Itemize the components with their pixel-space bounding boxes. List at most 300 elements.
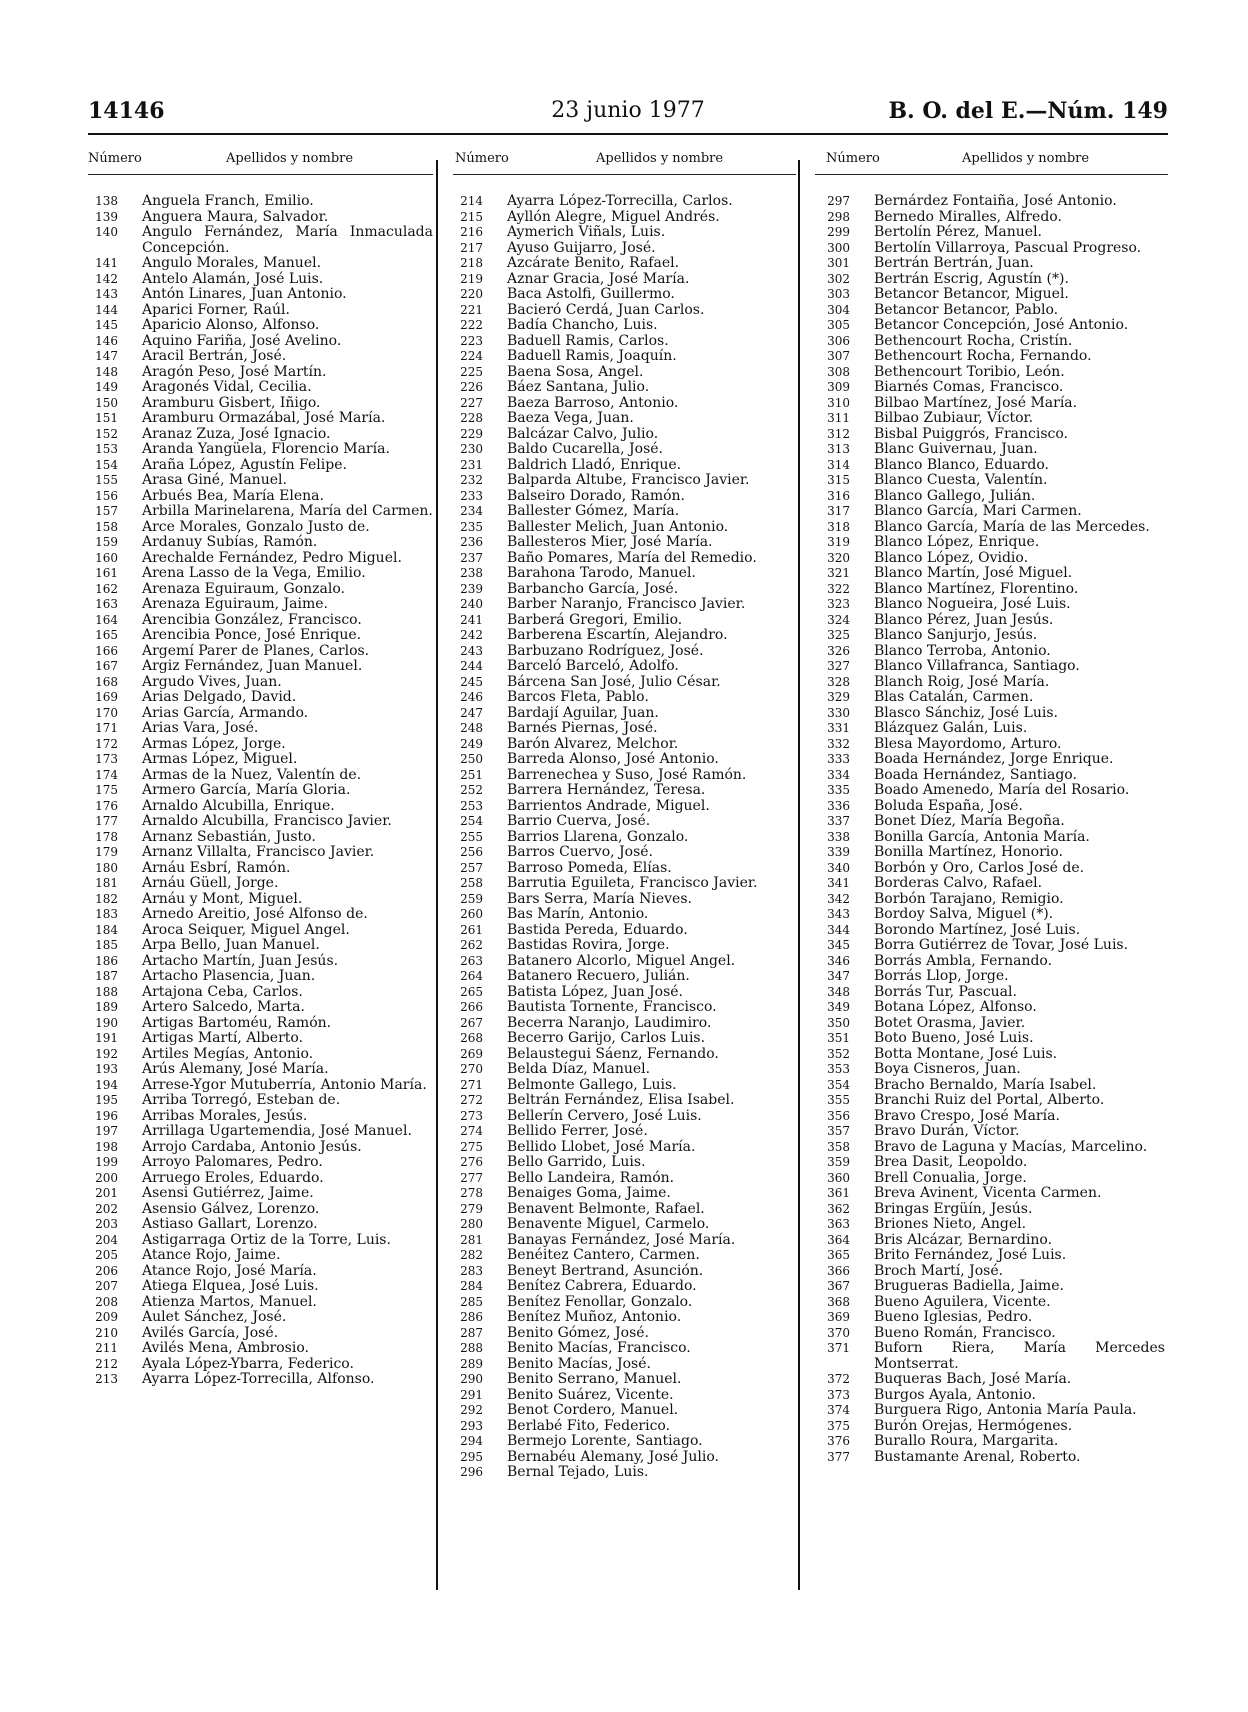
- entry-number: 287: [460, 1325, 483, 1340]
- list-item: [80, 1155, 433, 1171]
- list-item: [812, 241, 1165, 257]
- header-rule: [88, 133, 1168, 135]
- column-header-names-1: Apellidos y nombre: [226, 151, 354, 166]
- entry-name: Aramburu Ormazábal, José María.: [142, 410, 386, 426]
- list-item: [812, 442, 1165, 458]
- list-item: [80, 752, 433, 768]
- list-item: [812, 644, 1165, 660]
- entry-name: Biarnés Comas, Francisco.: [874, 379, 1064, 395]
- entry-name: Brugueras Badiella, Jaime.: [874, 1278, 1064, 1294]
- list-item: [80, 1016, 433, 1032]
- entry-name: Baca Astolfi, Guillermo.: [507, 286, 675, 302]
- entry-name: Borondo Martínez, José Luis.: [874, 921, 1081, 938]
- entry-number: 202: [95, 1201, 118, 1216]
- entry-name: Bars Serra, María Nieves.: [507, 890, 692, 907]
- entry-name: Artiles Megías, Antonio.: [142, 1045, 314, 1062]
- list-item: [445, 1248, 798, 1264]
- entry-number: 285: [460, 1294, 483, 1309]
- list-item: [812, 690, 1165, 706]
- list-item: [80, 256, 433, 272]
- entry-name: Arena Lasso de la Vega, Emilio.: [142, 565, 366, 581]
- entry-number: 228: [460, 411, 483, 425]
- entry-name: Bernárdez Fontaiña, José Antonio.: [874, 193, 1117, 209]
- entry-number: 204: [95, 1232, 118, 1247]
- entry-name: Betancor Betancor, Miguel.: [874, 286, 1069, 302]
- list-item: [445, 706, 798, 722]
- entry-number: 304: [827, 302, 850, 317]
- entry-number: 159: [95, 535, 118, 549]
- entry-name: Atance Rojo, José María.: [142, 1262, 317, 1279]
- entry-number: 216: [460, 225, 483, 239]
- entry-number: 263: [460, 953, 483, 968]
- list-item: [80, 644, 433, 660]
- entry-number: 180: [95, 860, 118, 875]
- list-item: [80, 690, 433, 706]
- entry-number: 179: [95, 845, 118, 859]
- list-item: [812, 210, 1165, 226]
- entry-number: 334: [827, 767, 850, 782]
- entry-number: 196: [95, 1108, 118, 1123]
- entry-number: 198: [95, 1139, 118, 1154]
- list-item: [445, 1419, 798, 1435]
- entry-name: Benito Suárez, Vicente.: [507, 1386, 674, 1403]
- list-item: [80, 969, 433, 985]
- list-item: [80, 349, 433, 365]
- list-item: [445, 1031, 798, 1047]
- list-item: [445, 938, 798, 954]
- entry-number: 158: [95, 519, 118, 534]
- entry-number: 372: [827, 1372, 850, 1386]
- entry-name: Benot Cordero, Manuel.: [507, 1402, 679, 1418]
- entry-name: Aragonés Vidal, Cecilia.: [142, 379, 312, 395]
- list-item: [445, 1202, 798, 1218]
- entry-name: Ayala López-Ybarra, Federico.: [142, 1355, 354, 1372]
- entry-number: 288: [460, 1341, 483, 1355]
- entry-number: 243: [460, 643, 483, 658]
- entry-name: Blas Catalán, Carmen.: [874, 689, 1034, 705]
- entry-number: 376: [827, 1434, 850, 1448]
- entry-name: Blanco Sanjurjo, Jesús.: [874, 627, 1038, 643]
- entry-number: 360: [827, 1170, 850, 1185]
- list-item: [80, 861, 433, 877]
- entry-name: Batista López, Juan José.: [507, 983, 683, 1000]
- list-item: [80, 1140, 433, 1156]
- entry-name: Brea Dasit, Leopoldo.: [874, 1154, 1028, 1170]
- entry-name: Blanch Roig, José María.: [874, 673, 1050, 690]
- list-item: [445, 923, 798, 939]
- entry-name: Baeza Barroso, Antonio.: [507, 394, 679, 411]
- entry-name: Badía Chancho, Luis.: [507, 317, 658, 333]
- entry-number: 149: [95, 380, 118, 394]
- entry-number: 315: [827, 473, 850, 487]
- entry-number: 199: [95, 1155, 118, 1169]
- entry-number: 308: [827, 364, 850, 379]
- entry-name: Balseiro Dorado, Ramón.: [507, 487, 685, 504]
- entry-number: 321: [827, 566, 850, 580]
- list-item: [812, 752, 1165, 768]
- entry-name: Baño Pomares, María del Remedio.: [507, 549, 757, 566]
- entry-number: 240: [460, 597, 483, 611]
- list-item: [812, 1186, 1165, 1202]
- list-item: [812, 1310, 1165, 1326]
- entry-number: 203: [95, 1217, 118, 1231]
- list-item: [812, 1248, 1165, 1264]
- entry-name: Aroca Seiquer, Miguel Angel.: [142, 921, 350, 938]
- entry-number: 346: [827, 953, 850, 968]
- entry-name: Arriba Torregó, Esteban de.: [142, 1092, 341, 1108]
- list-item: [812, 566, 1165, 582]
- list-item: [80, 551, 433, 567]
- entry-name: Bas Marín, Antonio.: [507, 906, 649, 922]
- entry-number: 294: [460, 1434, 483, 1448]
- entry-number: 160: [95, 550, 118, 565]
- list-item: [445, 845, 798, 861]
- list-item: [812, 303, 1165, 319]
- list-item: [812, 349, 1165, 365]
- entry-name: Borra Gutiérrez de Tovar, José Luis.: [874, 937, 1129, 953]
- entry-name: Barnés Piernas, José.: [507, 720, 658, 736]
- entry-name: Bethencourt Rocha, Cristín.: [874, 332, 1073, 349]
- entry-name: Anguera Maura, Salvador.: [142, 208, 329, 225]
- entry-number: 241: [460, 612, 483, 627]
- list-item: [445, 241, 798, 257]
- entry-number: 296: [460, 1465, 483, 1479]
- list-item: [80, 706, 433, 722]
- entry-number: 184: [95, 922, 118, 937]
- list-item: [445, 1016, 798, 1032]
- entry-name: Barrientos Andrade, Miguel.: [507, 797, 710, 814]
- list-item: [445, 272, 798, 288]
- entry-name: Asensio Gálvez, Lorenzo.: [142, 1200, 320, 1217]
- list-item: [445, 1372, 798, 1388]
- page-header: [88, 98, 1168, 128]
- entry-name: Benéitez Cantero, Carmen.: [507, 1247, 700, 1263]
- list-item: [80, 396, 433, 412]
- entry-number: 151: [95, 411, 118, 425]
- entry-number: 205: [95, 1248, 118, 1262]
- entry-number: 175: [95, 783, 118, 797]
- entry-name: Bertolín Villarroya, Pascual Progreso.: [874, 239, 1142, 256]
- entry-name: Barrera Hernández, Teresa.: [507, 782, 706, 798]
- list-item: [80, 1093, 433, 1109]
- entry-name: Benito Macías, José.: [507, 1355, 651, 1372]
- list-item: [80, 303, 433, 319]
- entry-number: 224: [460, 349, 483, 363]
- list-item: [812, 256, 1165, 272]
- entry-number: 373: [827, 1387, 850, 1402]
- list-item: [445, 737, 798, 753]
- entry-number: 164: [95, 612, 118, 627]
- entry-number: 247: [460, 705, 483, 720]
- entry-name: Barroso Pomeda, Elías.: [507, 859, 672, 876]
- entry-number: 250: [460, 752, 483, 766]
- list-item: [80, 520, 433, 536]
- entry-name: Boluda España, José.: [874, 797, 1023, 814]
- entry-name: Blanco Nogueira, José Luis.: [874, 596, 1071, 612]
- entry-name: Blanc Guivernau, Juan.: [874, 441, 1038, 457]
- entry-number: 178: [95, 829, 118, 844]
- entry-name: Asensi Gutiérrez, Jaime.: [142, 1185, 314, 1201]
- entry-name: Arias Delgado, David.: [142, 689, 297, 705]
- list-item: [812, 830, 1165, 846]
- entry-name: Borbón y Oro, Carlos José de.: [874, 859, 1085, 876]
- entry-number: 343: [827, 907, 850, 921]
- list-item: [812, 194, 1165, 210]
- entry-number: 357: [827, 1124, 850, 1138]
- list-item: [445, 1450, 798, 1466]
- list-item: [812, 287, 1165, 303]
- list-item: [80, 1062, 433, 1078]
- entry-name: Arbués Bea, María Elena.: [142, 487, 324, 504]
- entry-name: Arnanz Villalta, Francisco Javier.: [142, 844, 375, 860]
- list-item: [445, 1217, 798, 1233]
- entry-name: Bravo de Laguna y Macías, Marcelino.: [874, 1138, 1148, 1155]
- entry-name: Barrenechea y Suso, José Ramón.: [507, 766, 747, 783]
- entry-number: 302: [827, 271, 850, 286]
- list-item: [80, 1326, 433, 1342]
- list-item: [80, 799, 433, 815]
- list-item: [445, 969, 798, 985]
- list-item: [812, 473, 1165, 489]
- entry-number: 273: [460, 1108, 483, 1123]
- entry-name: Artacho Plasencia, Juan.: [142, 968, 316, 984]
- entry-name: Barberena Escartín, Alejandro.: [507, 627, 728, 643]
- entry-number: 377: [827, 1449, 850, 1464]
- entry-name: Becerra Naranjo, Laudimiro.: [507, 1014, 712, 1031]
- entry-name: Blanco López, Ovidio.: [874, 549, 1029, 566]
- list-item: [445, 1341, 798, 1357]
- entry-name: Arroyo Palomares, Pedro.: [142, 1154, 323, 1170]
- entry-number: 358: [827, 1139, 850, 1154]
- entry-number: 177: [95, 814, 118, 828]
- entry-number: 314: [827, 457, 850, 472]
- entry-number: 155: [95, 473, 118, 487]
- entry-number: 206: [95, 1263, 118, 1278]
- entry-number: 257: [460, 860, 483, 875]
- list-item: [812, 225, 1165, 241]
- list-item: [445, 1109, 798, 1125]
- list-item: [80, 845, 433, 861]
- entry-number: 168: [95, 674, 118, 689]
- entry-number: 166: [95, 643, 118, 658]
- list-item: [80, 194, 433, 210]
- list-item: [812, 1140, 1165, 1156]
- entry-name: Bethencourt Toribio, León.: [874, 363, 1065, 380]
- list-item: [445, 613, 798, 629]
- list-item: [445, 1233, 798, 1249]
- entry-name: Broch Martí, José.: [874, 1262, 1004, 1279]
- entry-name: Botana López, Alfonso.: [874, 999, 1037, 1015]
- entry-number: 328: [827, 674, 850, 689]
- entry-number: 258: [460, 876, 483, 890]
- entry-name: Batanero Alcorlo, Miguel Angel.: [507, 952, 736, 969]
- entry-number: 211: [95, 1341, 118, 1355]
- entry-name: Atiega Elquea, José Luis.: [142, 1278, 319, 1294]
- entry-name: Bringas Ergüín, Jesús.: [874, 1200, 1033, 1217]
- entry-name: Boada Hernández, Jorge Enrique.: [874, 751, 1114, 767]
- entry-number: 291: [460, 1387, 483, 1402]
- entry-name: Armas López, Miguel.: [142, 751, 298, 767]
- issue-date: 23 junio 1977: [551, 98, 705, 123]
- list-item: [812, 535, 1165, 551]
- entry-number: 295: [460, 1449, 483, 1464]
- list-item: [80, 1279, 433, 1295]
- list-item: [80, 814, 433, 830]
- entry-number: 320: [827, 550, 850, 565]
- entry-number: 221: [460, 302, 483, 317]
- entry-number: 325: [827, 628, 850, 642]
- entry-number: 341: [827, 876, 850, 890]
- entry-number: 255: [460, 829, 483, 844]
- entry-name: Bonilla Martínez, Honorio.: [874, 844, 1063, 860]
- entry-name: Blesa Mayordomo, Arturo.: [874, 735, 1062, 752]
- list-item: [445, 644, 798, 660]
- entry-number: 289: [460, 1356, 483, 1371]
- entry-name: Azcárate Benito, Rafael.: [507, 255, 680, 271]
- list-item: [812, 411, 1165, 427]
- entry-name: Bris Alcázar, Bernardino.: [874, 1231, 1053, 1248]
- entry-name: Bilbao Zubiaur, Víctor.: [874, 410, 1034, 426]
- list-item: [80, 1000, 433, 1016]
- list-item: [812, 489, 1165, 505]
- list-item: [445, 365, 798, 381]
- entry-number: 283: [460, 1263, 483, 1278]
- entry-name: Ballester Gómez, María.: [507, 503, 680, 519]
- entry-name: Bernedo Miralles, Alfredo.: [874, 208, 1062, 225]
- list-item: [80, 427, 433, 443]
- entry-number: 284: [460, 1279, 483, 1293]
- column-divider-2: [798, 160, 800, 1590]
- entry-name: Arnanz Sebastián, Justo.: [142, 828, 316, 845]
- entry-name: Bracho Bernaldo, María Isabel.: [874, 1076, 1097, 1093]
- entry-number: 148: [95, 364, 118, 379]
- entry-name: Artigas Bartoméu, Ramón.: [142, 1014, 332, 1031]
- entry-number: 344: [827, 922, 850, 937]
- entry-number: 339: [827, 845, 850, 859]
- names-column-1: [80, 194, 433, 1388]
- entry-name: Arruego Eroles, Eduardo.: [142, 1169, 324, 1186]
- entry-name: Borrás Tur, Pascual.: [874, 983, 1017, 1000]
- list-item: [80, 1186, 433, 1202]
- entry-name: Benito Macías, Francisco.: [507, 1340, 691, 1356]
- entry-name: Arenaza Eguiraum, Gonzalo.: [142, 580, 345, 597]
- entry-number: 369: [827, 1310, 850, 1324]
- list-item: [445, 1062, 798, 1078]
- list-item: [445, 1295, 798, 1311]
- entry-number: 367: [827, 1279, 850, 1293]
- entry-number: 351: [827, 1031, 850, 1045]
- list-item: [80, 1341, 433, 1357]
- entry-number: 174: [95, 767, 118, 782]
- list-item: [812, 1450, 1165, 1466]
- list-item: [812, 272, 1165, 288]
- list-item: [445, 458, 798, 474]
- entry-number: 306: [827, 333, 850, 348]
- list-item: [812, 1031, 1165, 1047]
- entry-name: Blanco Cuesta, Valentín.: [874, 472, 1048, 488]
- entry-number: 307: [827, 349, 850, 363]
- entry-name: Arnáu y Mont, Miguel.: [142, 890, 303, 907]
- entry-number: 185: [95, 938, 118, 952]
- entry-name: Bárcena San José, Julio César.: [507, 673, 721, 690]
- entry-name: Bello Garrido, Luis.: [507, 1154, 646, 1170]
- list-item: [812, 318, 1165, 334]
- entry-name: Beneyt Bertrand, Asunción.: [507, 1262, 704, 1279]
- entry-number: 319: [827, 535, 850, 549]
- list-item: [445, 830, 798, 846]
- entry-name: Antelo Alamán, José Luis.: [142, 270, 324, 287]
- entry-number: 271: [460, 1077, 483, 1092]
- entry-name: Bellido Ferrer, José.: [507, 1123, 648, 1139]
- entry-name: Arbilla Marinelarena, María del Carmen.: [142, 503, 433, 519]
- entry-name: Ayuso Guijarro, José.: [507, 239, 656, 256]
- list-item: [445, 566, 798, 582]
- entry-number: 232: [460, 473, 483, 487]
- entry-name: Buqueras Bach, José María.: [874, 1371, 1072, 1387]
- entry-number: 359: [827, 1155, 850, 1169]
- list-item: [812, 1124, 1165, 1140]
- entry-name: Arrojo Cardaba, Antonio Jesús.: [142, 1138, 362, 1155]
- entry-number: 214: [460, 194, 483, 208]
- entry-name: Benítez Fenollar, Gonzalo.: [507, 1293, 693, 1310]
- list-item: [812, 845, 1165, 861]
- entry-number: 268: [460, 1031, 483, 1045]
- list-item: [445, 1388, 798, 1404]
- entry-name: Argiz Fernández, Juan Manuel.: [142, 658, 363, 674]
- entry-name: Barreda Alonso, José Antonio.: [507, 751, 719, 767]
- entry-name: Bravo Crespo, José María.: [874, 1107, 1060, 1124]
- list-item: [812, 1078, 1165, 1094]
- entry-number: 222: [460, 318, 483, 332]
- entry-name: Bertrán Bertrán, Juan.: [874, 255, 1034, 271]
- entry-number: 303: [827, 287, 850, 301]
- entry-name: Briones Nieto, Angel.: [874, 1216, 1027, 1232]
- entry-name: Borbón Tarajano, Remigio.: [874, 890, 1064, 907]
- list-item: [445, 582, 798, 598]
- entry-name: Barrio Cuerva, José.: [507, 813, 651, 829]
- entry-number: 162: [95, 581, 118, 596]
- entry-number: 333: [827, 752, 850, 766]
- list-item: [445, 489, 798, 505]
- entry-number: 337: [827, 814, 850, 828]
- list-item: [445, 675, 798, 691]
- entry-name: Barberá Gregori, Emilio.: [507, 611, 683, 628]
- list-item: [812, 582, 1165, 598]
- entry-name: Astiaso Gallart, Lorenzo.: [142, 1216, 318, 1232]
- entry-number: 356: [827, 1108, 850, 1123]
- entry-number: 252: [460, 783, 483, 797]
- entry-name: Angulo Morales, Manuel.: [142, 255, 322, 271]
- entry-name: Bertolín Pérez, Manuel.: [874, 224, 1042, 240]
- entry-number: 347: [827, 969, 850, 983]
- entry-name: Betancor Concepción, José Antonio.: [874, 317, 1129, 333]
- list-item: [80, 504, 433, 520]
- entry-name: Boto Bueno, José Luis.: [874, 1030, 1034, 1046]
- list-item: [445, 520, 798, 536]
- entry-number: 324: [827, 612, 850, 627]
- entry-number: 278: [460, 1186, 483, 1200]
- list-item: [812, 1233, 1165, 1249]
- entry-name: Blanco López, Enrique.: [874, 534, 1040, 550]
- entry-number: 225: [460, 364, 483, 379]
- list-item: [445, 659, 798, 675]
- column-header-rule-1: [88, 174, 433, 175]
- list-item: [445, 985, 798, 1001]
- list-item: [812, 985, 1165, 1001]
- entry-number: 280: [460, 1217, 483, 1231]
- entry-number: 147: [95, 349, 118, 363]
- entry-name: Aparici Forner, Raúl.: [142, 301, 290, 318]
